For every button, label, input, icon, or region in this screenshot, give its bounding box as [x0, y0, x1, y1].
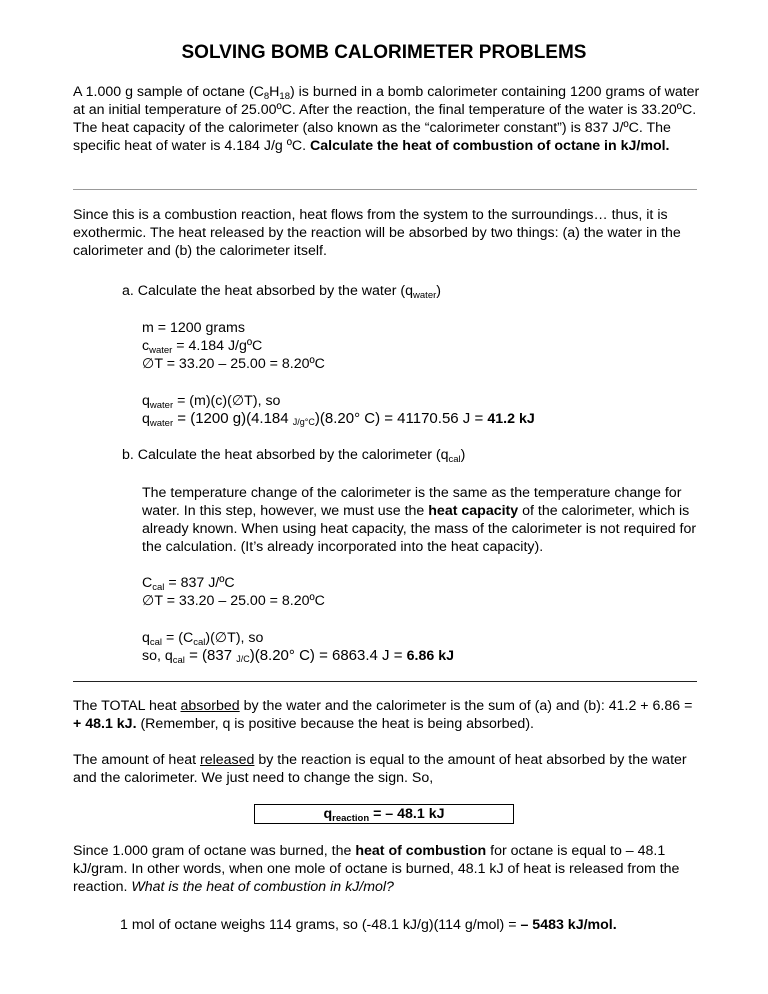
text: q: [142, 630, 150, 646]
total-heat: + 48.1 kJ.: [73, 716, 137, 732]
subscript: water: [149, 400, 174, 411]
text: released: [199, 752, 255, 768]
text: ): [436, 283, 441, 299]
part-a-heading: [122, 282, 682, 300]
text: a. Calculate the heat absorbed by the water (q: [122, 283, 414, 299]
text: q: [142, 393, 150, 409]
text: of the calorimeter, which is already known. When using heat capacity, the mass of the calorimeter is not required for the calculation. (It’s already incorporated into the heat capacity).: [142, 503, 697, 555]
text: for octane is equal to – 48.1 kJ/gram. In other words, when one mole of octane is burned, 48.1 kJ of heat is released from the reaction.: [73, 843, 680, 895]
text: absorbed: [180, 698, 240, 714]
text: Since 1.000 gram of octane was burned, the: [73, 843, 356, 859]
total-paragraph: [73, 697, 703, 733]
text: heat of combustion: [355, 843, 487, 859]
text: 1 mol of octane weighs 114 grams, so (-48.1 kJ/g)(114 g/mol) =: [120, 917, 521, 933]
delta-t-value: ∅T = 33.20 – 25.00 = 8.20ºC: [142, 593, 325, 609]
divider: [73, 189, 697, 190]
part-b-heading: [122, 446, 682, 464]
subscript: 18: [279, 91, 290, 102]
subscript: cal: [152, 582, 165, 593]
text: b. Calculate the heat absorbed by the calorimeter (q: [122, 447, 449, 463]
subscript: cal: [149, 637, 163, 648]
subscript: 8: [263, 91, 270, 102]
result-q-water: 41.2 kJ: [487, 411, 535, 427]
text: c: [142, 338, 150, 354]
text: = (m)(c)(∅T), so: [173, 393, 281, 409]
result-q-cal: 6.86 kJ: [406, 648, 454, 664]
subscript: reaction: [332, 813, 370, 824]
text: A 1.000 g sample of octane (C: [73, 84, 264, 100]
part-b-equation: [142, 629, 702, 668]
intro-paragraph: Since this is a combustion reaction, heat flows from the system to the surroundings… thus, it is exothermic. The heat released by the reaction will be absorbed by two things: (a) the water in the calorimeter and (b) the calorimeter itself.: [73, 207, 681, 259]
subscript: water: [149, 345, 173, 356]
part-b-givens: [142, 574, 702, 610]
text: = (C: [162, 630, 194, 646]
text: What is the heat of combustion in kJ/mol?: [131, 879, 394, 895]
text: ) is burned in a bomb calorimeter containing 1200 grams of water at an initial temperature of 25.00ºC. After the reaction, the final temperature of the water is 33.20ºC. The heat capacity of the calorimeter (also known as the “calorimeter constant”) is 837 J/ºC. The specific heat of water is 4.184 J/g ºC.: [73, 84, 700, 154]
delta-t-value: ∅T = 33.20 – 25.00 = 8.20ºC: [142, 356, 325, 372]
text: )(8.20° C) = 6863.4 J =: [249, 647, 407, 664]
text: The TOTAL heat: [73, 698, 181, 714]
released-paragraph: [73, 751, 703, 787]
q-reaction-value: = – 48.1 kJ: [369, 806, 445, 822]
text: )(8.20° C) = 41170.56 J =: [314, 410, 488, 427]
subscript: cal: [172, 655, 185, 666]
part-b-explanation: [142, 484, 697, 556]
page-title: SOLVING BOMB CALORIMETER PROBLEMS: [181, 42, 587, 63]
final-answer: [120, 916, 720, 934]
unit-fraction: J/C: [236, 654, 250, 664]
subscript: cal: [193, 637, 206, 648]
text: ): [460, 447, 466, 463]
text: q: [142, 411, 150, 427]
text: = (1200 g)(4.184: [173, 410, 293, 427]
text: )(∅T), so: [205, 630, 264, 646]
text: so, q: [142, 648, 173, 664]
combustion-paragraph: [73, 842, 703, 896]
final-result: – 5483 kJ/mol.: [520, 917, 617, 933]
divider: [73, 681, 697, 682]
mass-value: m = 1200 grams: [142, 320, 245, 336]
text: heat capacity: [428, 503, 519, 519]
text: (Remember, q is positive because the heat is being absorbed).: [136, 716, 534, 732]
subscript: cal: [448, 454, 461, 465]
specific-heat-value: = 4.184 J/gºC: [172, 338, 263, 354]
text: q: [323, 806, 333, 822]
heat-capacity-value: = 837 J/ºC: [164, 575, 235, 591]
subscript: water: [149, 418, 174, 429]
unit-fraction: J/g°C: [292, 417, 315, 427]
text: by the water and the calorimeter is the sum of (a) and (b): 41.2 + 6.86 =: [239, 698, 693, 714]
part-a-givens: [142, 319, 702, 373]
subscript: water: [413, 290, 437, 301]
problem-question: Calculate the heat of combustion of octane in kJ/mol.: [310, 138, 670, 154]
text: The temperature change of the calorimeter is the same as the temperature change for water. In this step, however, we must use the: [142, 485, 682, 519]
text: by the reaction is equal to the amount of heat absorbed by the water and the calorimeter. We just need to change the sign. So,: [73, 752, 687, 786]
text: = (837: [184, 647, 237, 664]
text: The amount of heat: [73, 752, 200, 768]
answer-box: [254, 804, 514, 824]
part-a-equation: [142, 392, 702, 431]
problem-statement: [73, 83, 703, 155]
text: C: [142, 575, 153, 591]
text: H: [269, 84, 280, 100]
